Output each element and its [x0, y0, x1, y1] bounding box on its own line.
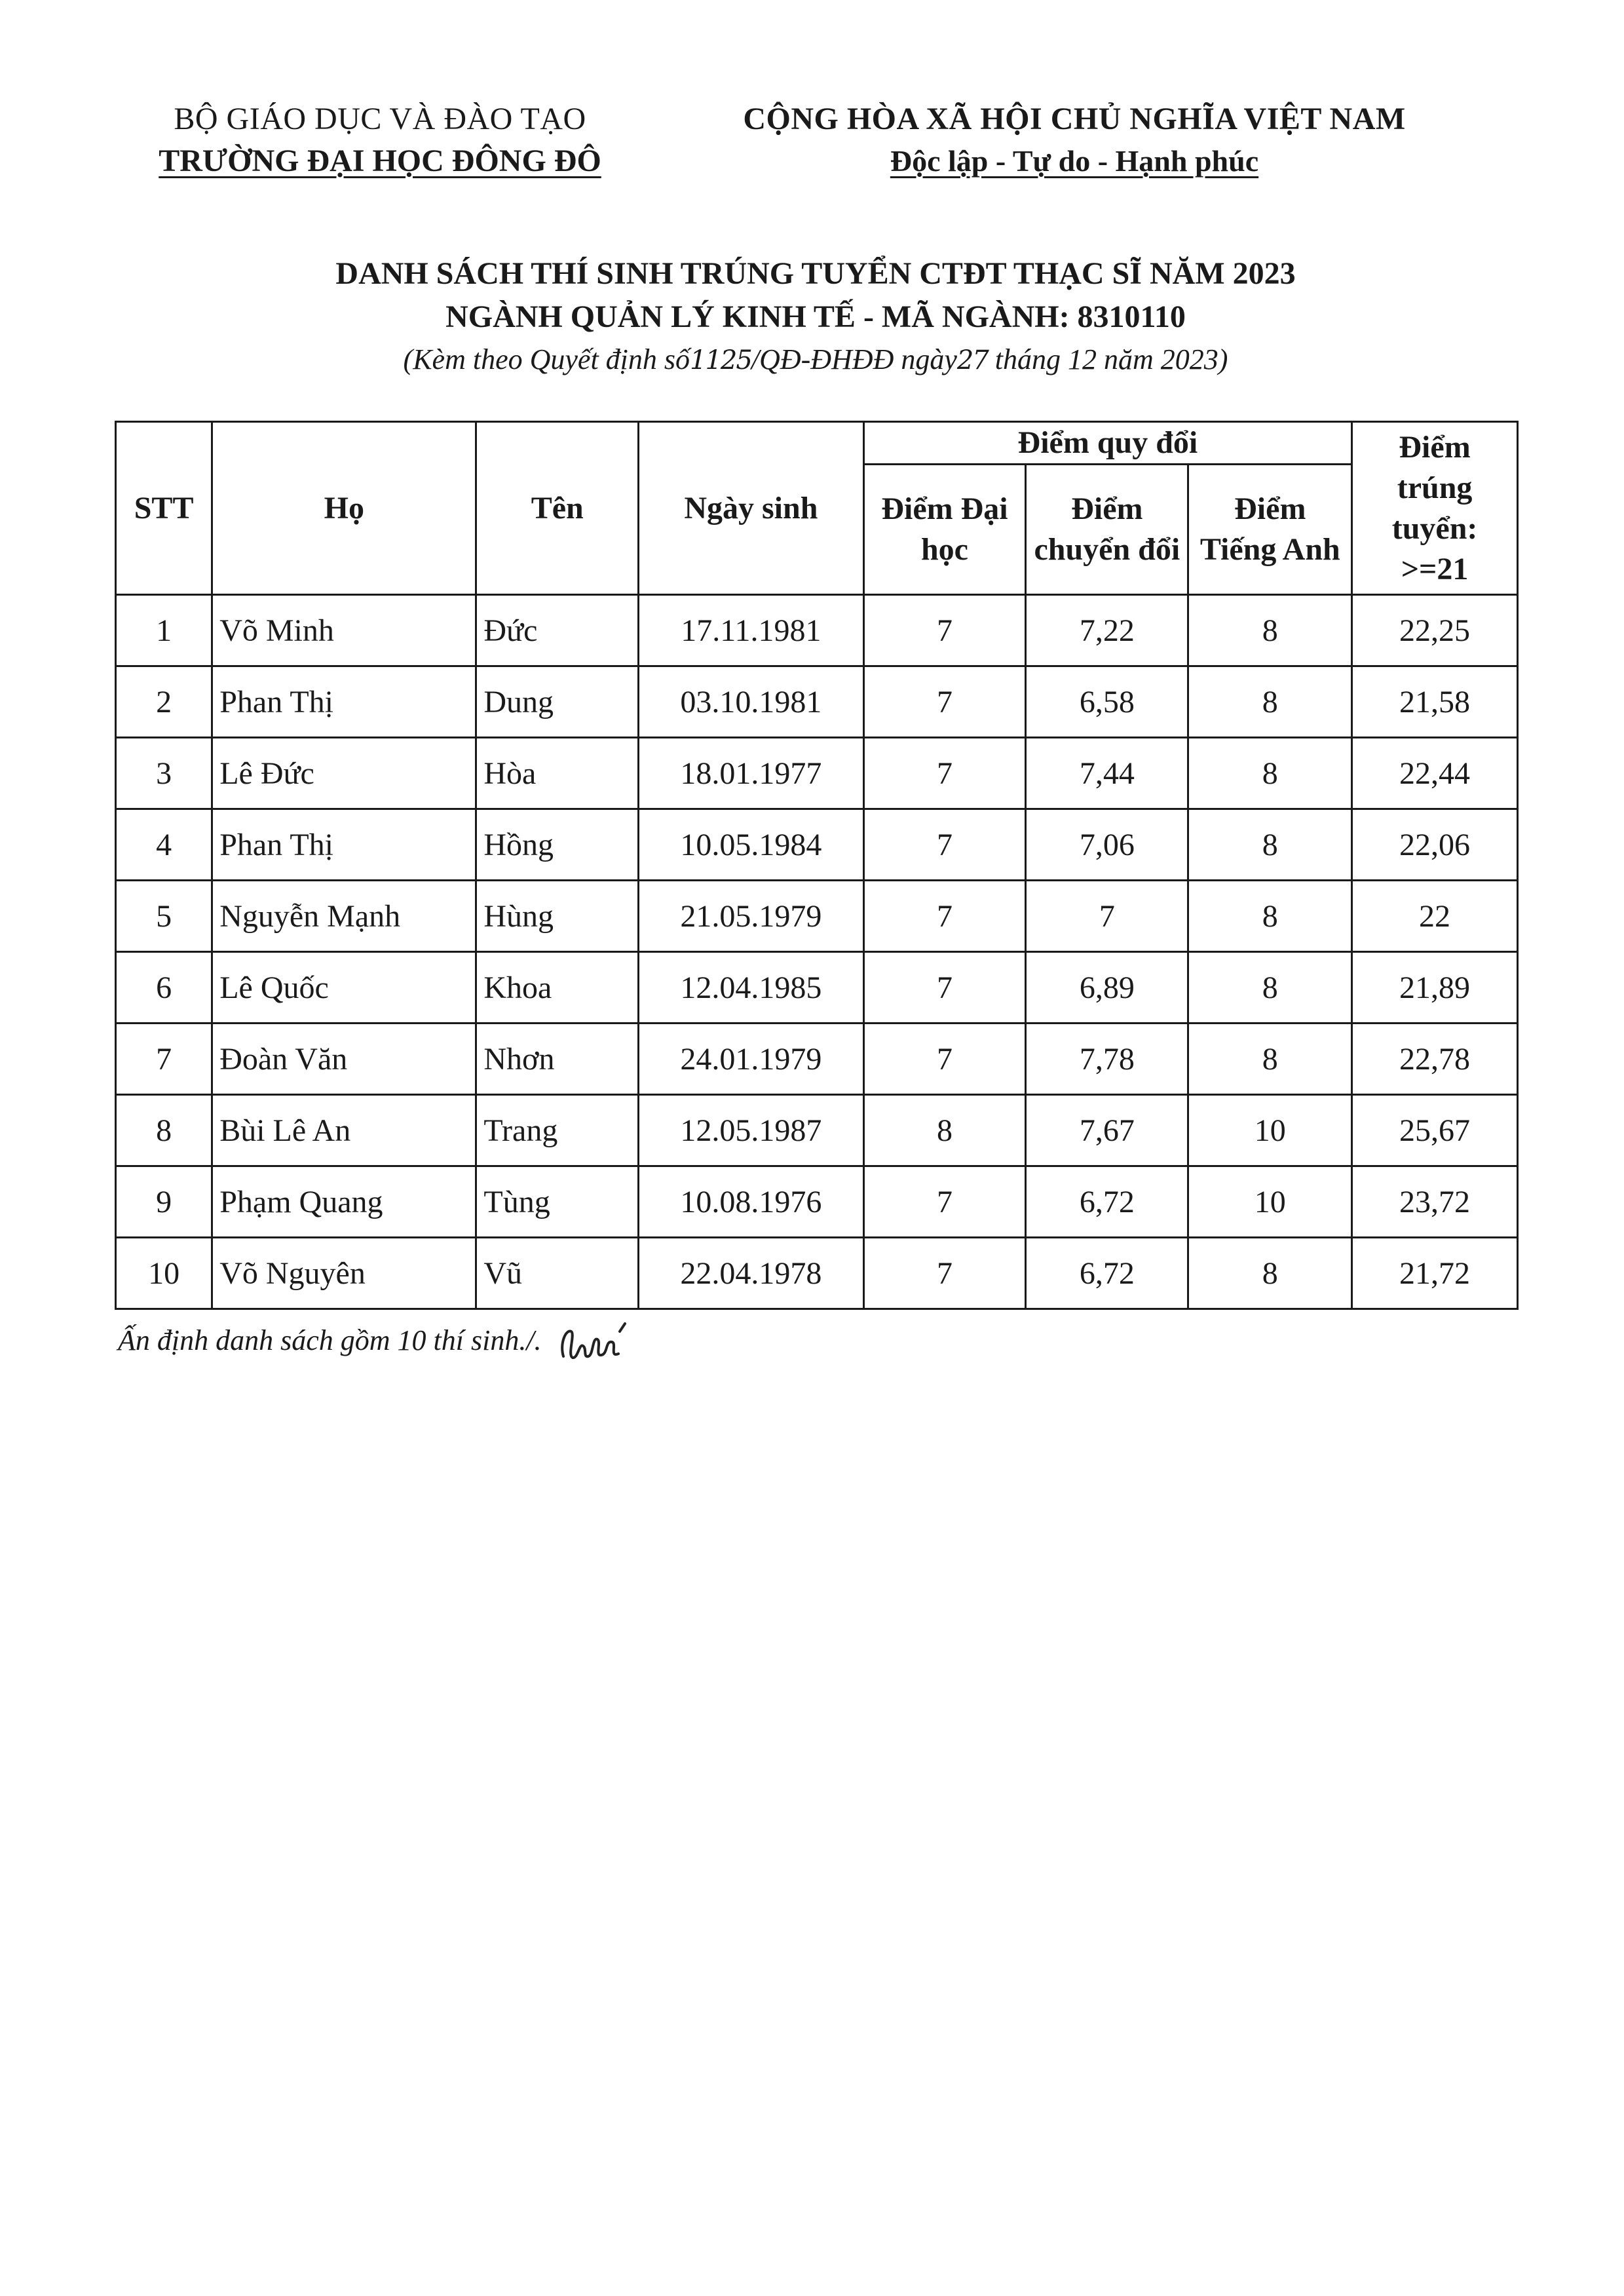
cell-ho: Võ Minh [212, 595, 476, 666]
decision-day: 27 [956, 345, 988, 375]
cell-ngay-sinh: 12.05.1987 [639, 1095, 864, 1166]
cell-ten: Dung [476, 666, 639, 738]
col-header-stt: STT [116, 422, 212, 595]
cell-chuyen-doi: 7 [1026, 881, 1188, 952]
cell-stt: 1 [116, 595, 212, 666]
cell-tieng-anh: 8 [1188, 595, 1352, 666]
cell-stt: 4 [116, 809, 212, 881]
cell-ngay-sinh: 22.04.1978 [639, 1238, 864, 1309]
col-header-trung-tuyen: Điểm trúng tuyển: >=21 [1352, 422, 1518, 595]
cell-dai-hoc: 7 [863, 1024, 1026, 1095]
national-motto [681, 140, 1467, 182]
col-header-ten: Tên [476, 422, 639, 595]
cell-stt: 2 [116, 666, 212, 738]
document-title-block [98, 252, 1533, 381]
cell-ho: Đoàn Văn [212, 1024, 476, 1095]
cell-chuyen-doi: 6,72 [1026, 1166, 1188, 1238]
table-row [116, 1024, 1518, 1095]
cell-dai-hoc: 7 [863, 1166, 1026, 1238]
cell-stt: 9 [116, 1166, 212, 1238]
cell-ngay-sinh: 18.01.1977 [639, 738, 864, 809]
cell-dai-hoc: 7 [863, 595, 1026, 666]
republic-name: CỘNG HÒA XÃ HỘI CHỦ NGHĨA VIỆT NAM [743, 102, 1406, 136]
cell-dai-hoc: 7 [863, 666, 1026, 738]
cell-stt: 6 [116, 952, 212, 1024]
cell-ho: Bùi Lê An [212, 1095, 476, 1166]
cell-ho: Lê Quốc [212, 952, 476, 1024]
candidate-table [115, 421, 1519, 1310]
cell-stt: 10 [116, 1238, 212, 1309]
cell-tieng-anh: 8 [1188, 809, 1352, 881]
cell-trung-tuyen: 21,58 [1352, 666, 1518, 738]
table-row [116, 952, 1518, 1024]
cell-trung-tuyen: 25,67 [1352, 1095, 1518, 1166]
closing-note [118, 1317, 635, 1369]
cell-tieng-anh: 10 [1188, 1166, 1352, 1238]
col-header-tieng-anh: Điểm Tiếng Anh [1188, 465, 1352, 595]
cell-tieng-anh: 8 [1188, 952, 1352, 1024]
table-row [116, 666, 1518, 738]
cell-ho: Lê Đức [212, 738, 476, 809]
cell-chuyen-doi: 6,72 [1026, 1238, 1188, 1309]
cell-ngay-sinh: 03.10.1981 [639, 666, 864, 738]
initials-signature-icon [557, 1317, 635, 1369]
national-header [681, 98, 1467, 182]
cell-ten: Hùng [476, 881, 639, 952]
decision-suffix: tháng 12 năm 2023) [987, 343, 1228, 375]
cell-trung-tuyen: 22,78 [1352, 1024, 1518, 1095]
cell-dai-hoc: 8 [863, 1095, 1026, 1166]
cell-ho: Phan Thị [212, 666, 476, 738]
decision-middle: /QĐ-ĐHĐĐ ngày [751, 343, 957, 375]
cell-ngay-sinh: 24.01.1979 [639, 1024, 864, 1095]
cell-trung-tuyen: 23,72 [1352, 1166, 1518, 1238]
cell-chuyen-doi: 6,89 [1026, 952, 1188, 1024]
cell-dai-hoc: 7 [863, 952, 1026, 1024]
cell-ten: Trang [476, 1095, 639, 1166]
cell-dai-hoc: 7 [863, 809, 1026, 881]
cell-trung-tuyen: 22,06 [1352, 809, 1518, 881]
school-name [98, 140, 662, 182]
cell-chuyen-doi: 6,58 [1026, 666, 1188, 738]
cell-ngay-sinh: 17.11.1981 [639, 595, 864, 666]
cell-stt: 7 [116, 1024, 212, 1095]
cell-tieng-anh: 8 [1188, 1238, 1352, 1309]
motto-text: Độc lập - Tự do - Hạnh phúc [890, 144, 1259, 178]
cell-ho: Võ Nguyên [212, 1238, 476, 1309]
table-row [116, 1238, 1518, 1309]
cell-trung-tuyen: 22,25 [1352, 595, 1518, 666]
cell-stt: 3 [116, 738, 212, 809]
decision-number: 1125 [690, 345, 751, 375]
col-header-ngay-sinh: Ngày sinh [639, 422, 864, 595]
cell-chuyen-doi: 7,78 [1026, 1024, 1188, 1095]
cell-ngay-sinh: 10.08.1976 [639, 1166, 864, 1238]
cell-trung-tuyen: 22 [1352, 881, 1518, 952]
cell-dai-hoc: 7 [863, 881, 1026, 952]
decision-reference [98, 339, 1533, 381]
table-header-row [116, 422, 1518, 465]
decision-prefix: (Kèm theo Quyết định số [403, 343, 690, 375]
cell-ngay-sinh: 21.05.1979 [639, 881, 864, 952]
cell-trung-tuyen: 21,89 [1352, 952, 1518, 1024]
cell-tieng-anh: 8 [1188, 666, 1352, 738]
table-row [116, 1166, 1518, 1238]
table-row [116, 809, 1518, 881]
cell-ten: Nhơn [476, 1024, 639, 1095]
cell-ngay-sinh: 10.05.1984 [639, 809, 864, 881]
cell-ten: Vũ [476, 1238, 639, 1309]
cell-chuyen-doi: 7,06 [1026, 809, 1188, 881]
cell-tieng-anh: 8 [1188, 1024, 1352, 1095]
cell-dai-hoc: 7 [863, 1238, 1026, 1309]
cell-ten: Khoa [476, 952, 639, 1024]
cell-chuyen-doi: 7,44 [1026, 738, 1188, 809]
cell-chuyen-doi: 7,67 [1026, 1095, 1188, 1166]
cell-ho: Nguyễn Mạnh [212, 881, 476, 952]
cell-stt: 8 [116, 1095, 212, 1166]
cell-tieng-anh: 8 [1188, 738, 1352, 809]
cell-ten: Tùng [476, 1166, 639, 1238]
document-subtitle: NGÀNH QUẢN LÝ KINH TẾ - MÃ NGÀNH: 8310110 [445, 299, 1186, 334]
cell-tieng-anh: 8 [1188, 881, 1352, 952]
col-header-dai-hoc: Điểm Đại học [863, 465, 1026, 595]
cell-ho: Phạm Quang [212, 1166, 476, 1238]
table-row [116, 738, 1518, 809]
cell-ho: Phan Thị [212, 809, 476, 881]
table-row [116, 881, 1518, 952]
school-name-text: TRƯỜNG ĐẠI HỌC ĐÔNG ĐÔ [159, 144, 601, 178]
ministry-name: BỘ GIÁO DỤC VÀ ĐÀO TẠO [174, 102, 586, 136]
closing-note-text: Ấn định danh sách gồm 10 thí sinh./. [118, 1324, 542, 1357]
cell-trung-tuyen: 22,44 [1352, 738, 1518, 809]
cell-dai-hoc: 7 [863, 738, 1026, 809]
cell-ten: Hồng [476, 809, 639, 881]
document-title: DANH SÁCH THÍ SINH TRÚNG TUYỂN CTĐT THẠC SĨ NĂM 2023 [335, 256, 1296, 291]
col-header-chuyen-doi: Điểm chuyển đổi [1026, 465, 1188, 595]
cell-ten: Hòa [476, 738, 639, 809]
table-row [116, 1095, 1518, 1166]
cell-ten: Đức [476, 595, 639, 666]
cell-chuyen-doi: 7,22 [1026, 595, 1188, 666]
cell-ngay-sinh: 12.04.1985 [639, 952, 864, 1024]
cell-trung-tuyen: 21,72 [1352, 1238, 1518, 1309]
cell-stt: 5 [116, 881, 212, 952]
issuer-block [98, 98, 662, 182]
table-row [116, 595, 1518, 666]
cell-tieng-anh: 10 [1188, 1095, 1352, 1166]
col-header-ho: Họ [212, 422, 476, 595]
col-group-header-diem-quy-doi: Điểm quy đổi [863, 422, 1351, 465]
